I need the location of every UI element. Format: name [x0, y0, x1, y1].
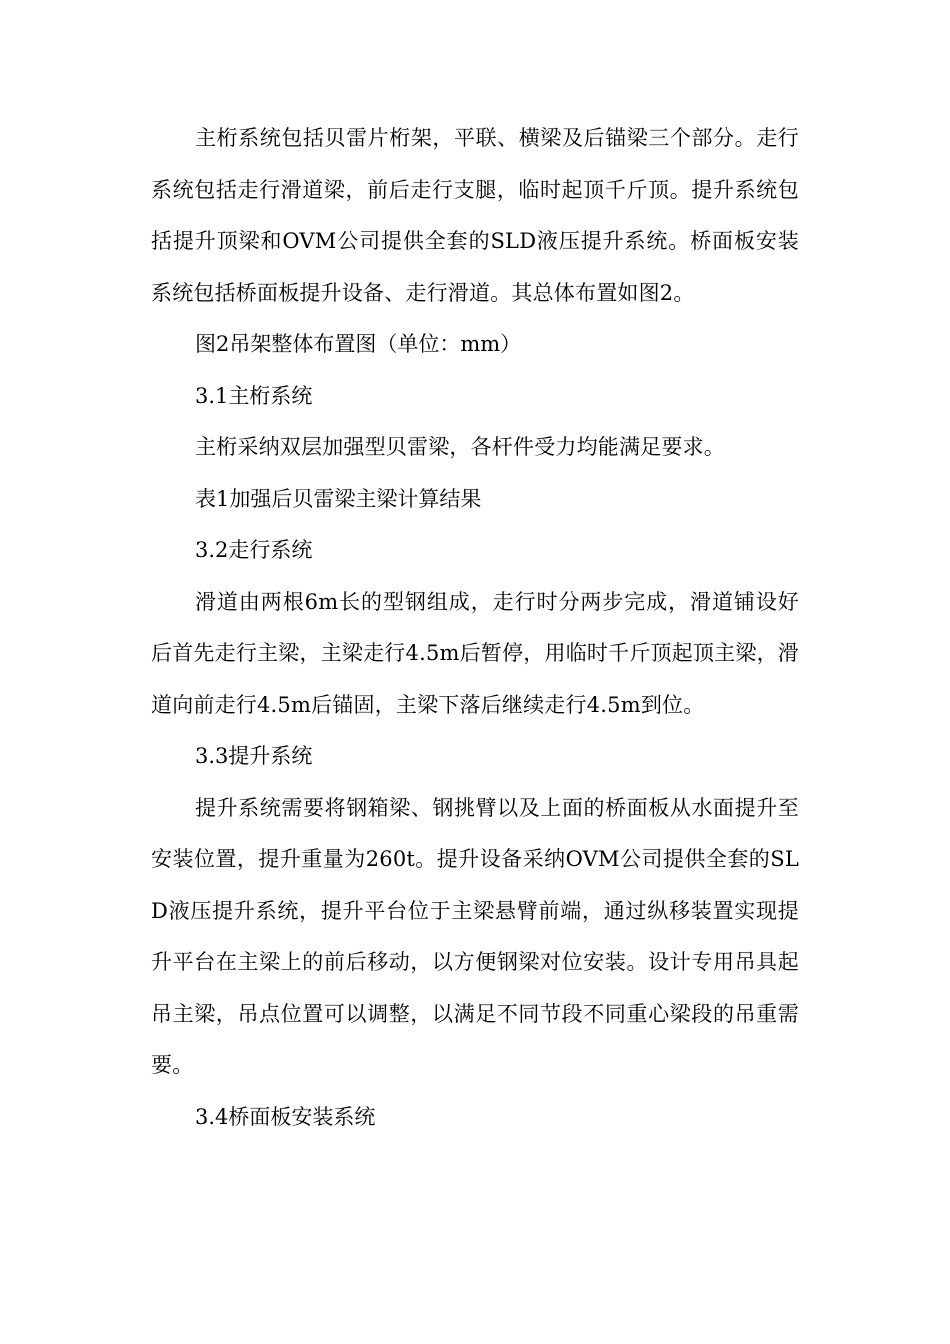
figure-caption-2: 图2吊架整体布置图（单位：mm） [195, 332, 522, 356]
section-heading-3-3: 3.3提升系统 [195, 744, 313, 768]
section-heading-3-1: 3.1主桁系统 [195, 383, 313, 408]
paragraph-system-overview: 主桁系统包括贝雷片桁架，平联、横梁及后锚梁三个部分。走行系统包括走行滑道梁，前后走行支腿，临时起顶千斤顶。提升系统包括提升顶梁和OVM公司提供全套的SLD液压提升系统。桥面板安装系统包括桥面板提升设备、走行滑道。其总体布置如图2。 [151, 126, 799, 305]
table-caption-1: 表1加强后贝雷梁主梁计算结果 [195, 486, 482, 511]
paragraph-lifting-system: 提升系统需要将钢箱梁、钢挑臂以及上面的桥面板从水面提升至安装位置，提升重量为260t。提升设备采纳OVM公司提供全套的SLD液压提升系统，提升平台位于主梁悬臂前端，通过纵移装置实现提升平台在主梁上的前后移动，以方便钢梁对位安装。设计专用吊具起吊主梁，吊点位置可以调整，以满足不同节段不同重心梁段的吊重需要。 [151, 795, 799, 1077]
section-heading-3-4: 3.4桥面板安装系统 [195, 1104, 376, 1129]
paragraph-walking-system: 滑道由两根6m长的型钢组成，走行时分两步完成，滑道铺设好后首先走行主梁，主梁走行4.5m后暂停，用临时千斤顶起顶主梁，滑道向前走行4.5m后锚固，主梁下落后继续走行4.5m到位。 [151, 589, 799, 717]
section-heading-3-2: 3.2走行系统 [195, 538, 313, 562]
document-content [151, 113, 799, 1143]
paragraph-main-truss: 主桁采纳双层加强型贝雷梁，各杆件受力均能满足要求。 [195, 435, 725, 459]
